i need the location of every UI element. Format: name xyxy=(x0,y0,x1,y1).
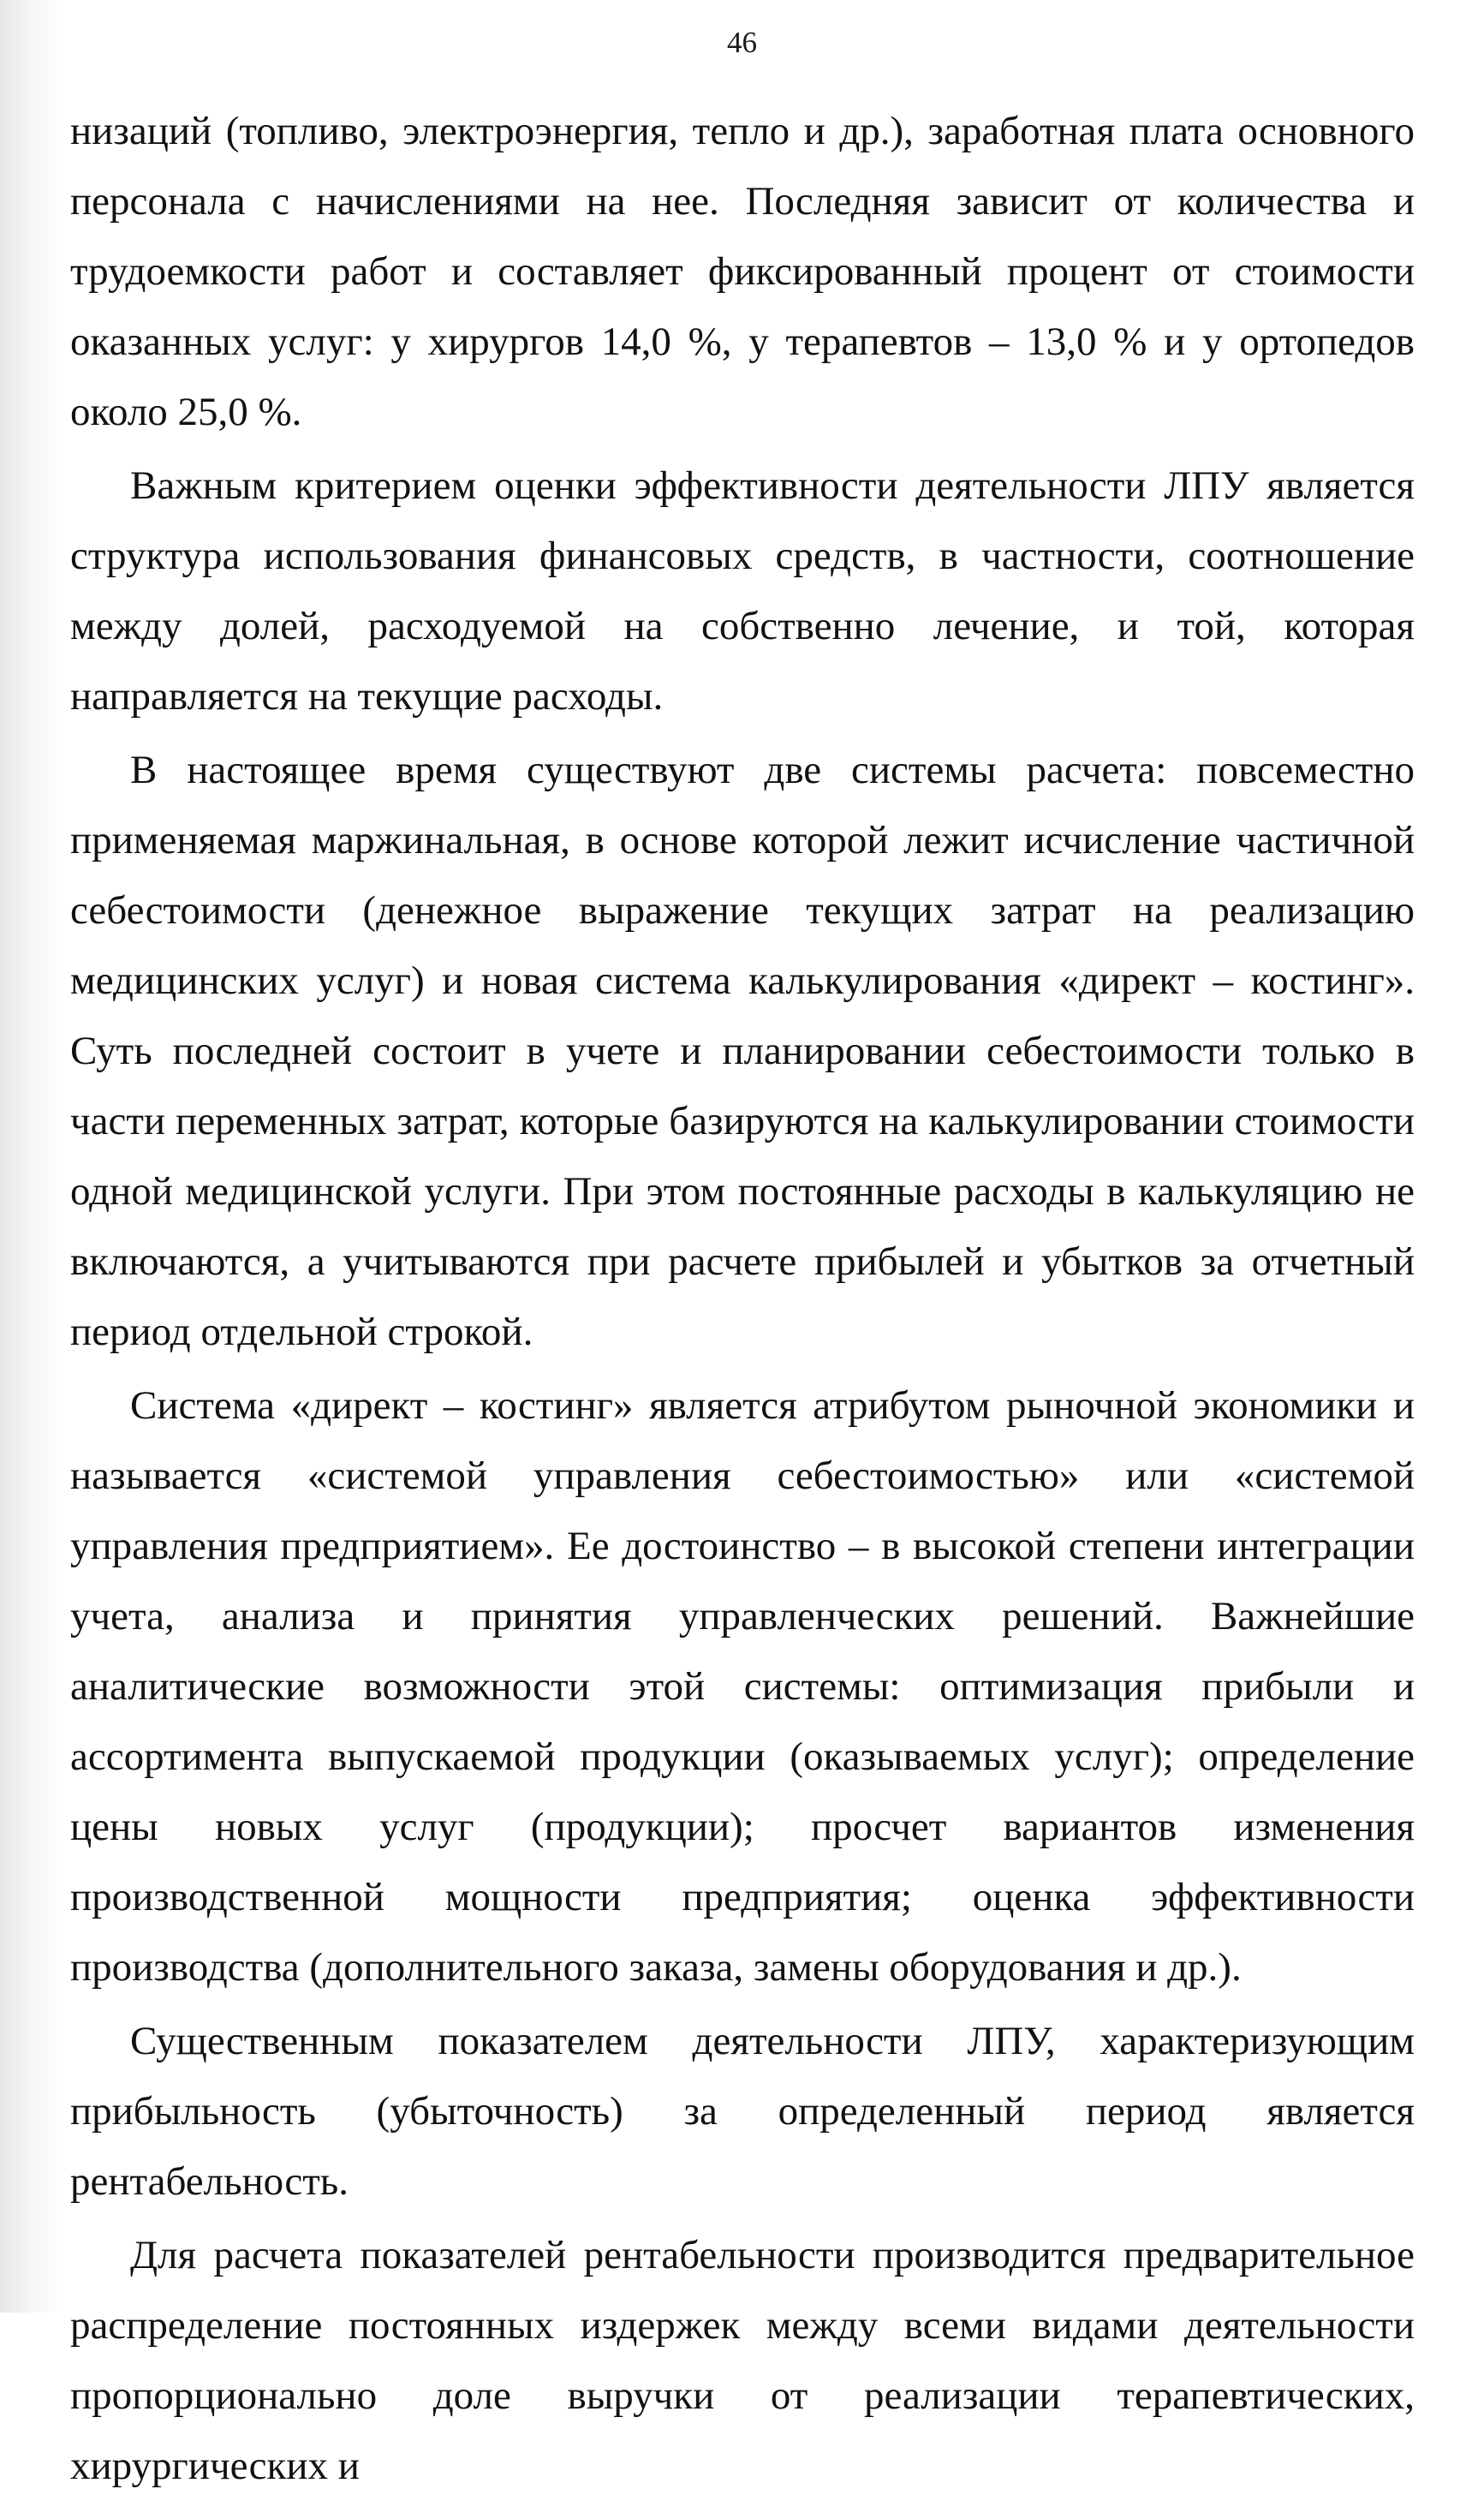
paragraph-cost-distribution: Для расчета показателей рентабельности производится предварительное распределение постоянных издержек между всеми видами деятельности пропорционально доле выручки от реализации терапевтических, хирургических и xyxy=(70,2233,1415,2488)
paragraph-continuation: низаций (топливо, электроэнергия, тепло и др.), заработная плата основного персонала с начислениями на нее. Последняя зависит от количества и трудоемкости работ и составляет фиксированный процент от стоимости оказанных услуг: у хирургов 14,0 %, у терапевтов – 13,0 % и у ортопедов около 25,0 %. xyxy=(70,109,1415,434)
scan-shadow xyxy=(0,0,60,2313)
paragraph-calculation-systems: В настоящее время существуют две системы расчета: повсеместно применяемая маржинальная, в основе которой лежит исчисление частичной себестоимости (денежное выражение текущих затрат на реализацию медицинских услуг) и новая система калькулирования «директ – костинг». Суть последней состоит в учете и планировании себестоимости только в части переменных затрат, которые базируются на калькулировании стоимости одной медицинской услуги. При этом постоянные расходы в калькуляцию не включаются, а учитываются при расчете прибылей и убытков за отчетный период отдельной строкой. xyxy=(70,748,1415,1354)
page-number: 46 xyxy=(727,26,757,59)
paragraph-direct-costing: Система «директ – костинг» является атрибутом рыночной экономики и называется «системой управления себестоимостью» или «системой управления предприятием». Ее достоинство – в высокой степени интеграции учета, анализа и принятия управленческих решений. Важнейшие аналитические возможности этой системы: оптимизация прибыли и ассортимента выпускаемой продукции (оказываемых услуг); определение цены новых услуг (продукции); просчет вариантов изменения производственной мощности предприятия; оценка эффективности производства (дополнительного заказа, замены оборудования и др.). xyxy=(70,1383,1415,1990)
paragraph-efficiency-criterion: Важным критерием оценки эффективности деятельности ЛПУ является структура использования финансовых средств, в частности, соотношение между долей, расходуемой на собственно лечение, и той, которая направляется на текущие расходы. xyxy=(70,463,1415,719)
document-body xyxy=(70,96,1415,2501)
paragraph-profitability: Существенным показателем деятельности ЛПУ, характеризующим прибыльность (убыточность) за определенный период является рентабельность. xyxy=(70,2019,1415,2204)
